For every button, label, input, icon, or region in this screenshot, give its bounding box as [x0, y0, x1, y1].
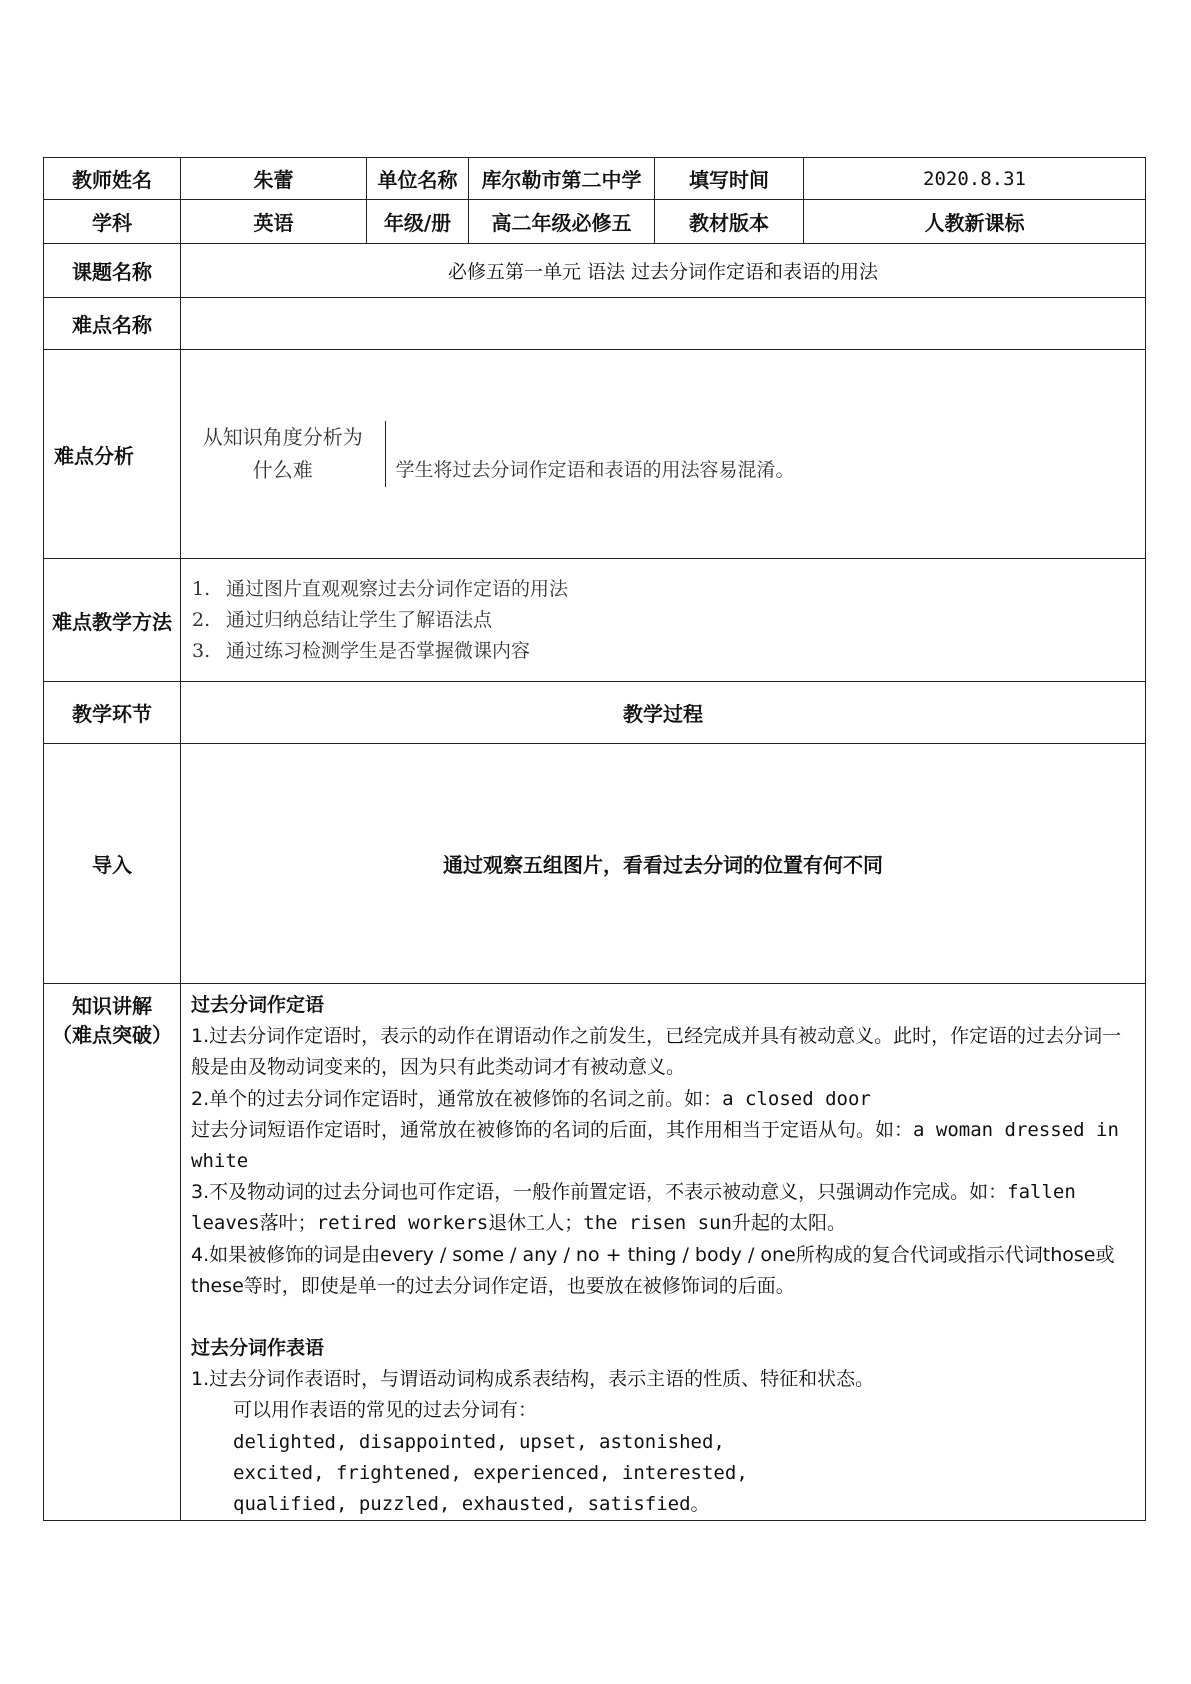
method-number: 1. — [192, 577, 211, 600]
date-label: 填写时间 — [655, 158, 804, 200]
example-woman-dressed: a woman dressed in white — [191, 1118, 1119, 1173]
row-subject — [44, 200, 1146, 244]
methods-list — [181, 574, 1145, 667]
process-label: 教学过程 — [181, 682, 1146, 744]
row-analysis — [44, 350, 1146, 559]
intro-label: 导入 — [44, 744, 181, 984]
topic-value: 必修五第一单元 语法 过去分词作定语和表语的用法 — [181, 244, 1146, 298]
unit-value: 库尔勒市第二中学 — [469, 158, 655, 200]
knowledge-body — [181, 984, 1146, 1521]
attributive-phrase-text: 过去分词短语作定语时，通常放在被修饰的名词的后面，其作用相当于定语从句。如： — [191, 1118, 914, 1141]
method-text: 通过归纳总结让学生了解语法点 — [226, 608, 493, 631]
list-item — [192, 636, 1145, 667]
attributive-point-4: 4.如果被修饰的词是由every / some / any / no + thing / body / one所构成的复合代词或指示代词those或these等时，即使是单一的过去分词作定语，也要放在被修饰词的后面。 — [191, 1243, 1115, 1297]
analysis-inner-table — [181, 421, 1145, 487]
lesson-plan-table — [43, 157, 1146, 1521]
example-retired-workers: retired workers — [316, 1212, 489, 1235]
row-knowledge — [44, 984, 1146, 1521]
attributive-point-3-text: 3.不及物动词的过去分词也可作定语，一般作前置定语，不表示被动意义，只强调动作完成。如： — [191, 1181, 1008, 1204]
attributive-point-1: 1.过去分词作定语时，表示的动作在谓语动作之前发生，已经完成并具有被动意义。此时，作定语的过去分词一般是由及物动词变来的，因为只有此类动词才有被动意义。 — [191, 1025, 1122, 1079]
attributive-point-2-text: 2.单个的过去分词作定语时，通常放在被修饰的名词之前。如： — [191, 1087, 723, 1110]
analysis-sub-label: 从知识角度分析为什么难 — [181, 421, 385, 487]
row-teacher — [44, 158, 1146, 200]
edition-label: 教材版本 — [655, 200, 804, 244]
attributive-point-2-phrase — [191, 1115, 1135, 1177]
edition-value: 人教新课标 — [804, 200, 1146, 244]
row-process-header — [44, 682, 1146, 744]
predicative-words-3: qualified, puzzled, exhausted, satisfied。 — [233, 1493, 710, 1516]
method-number: 3. — [192, 639, 211, 662]
gloss-risen-sun: 升起的太阳。 — [731, 1212, 846, 1235]
teacher-value: 朱蕾 — [181, 158, 367, 200]
list-item — [192, 605, 1145, 636]
difficulty-value — [181, 298, 1146, 350]
row-difficulty — [44, 298, 1146, 350]
list-item — [192, 574, 1145, 605]
example-risen-sun: the risen sun — [583, 1212, 732, 1235]
spacer — [191, 1302, 1135, 1333]
analysis-body — [181, 350, 1146, 559]
predicative-words-2: excited, frightened, experienced, interested, — [233, 1461, 748, 1484]
analysis-label: 难点分析 — [44, 350, 181, 559]
intro-value: 通过观察五组图片，看看过去分词的位置有何不同 — [181, 744, 1146, 984]
methods-body — [181, 559, 1146, 682]
knowledge-label-line2: （难点突破） — [52, 1023, 172, 1047]
subject-value: 英语 — [181, 200, 367, 244]
predicative-point-1: 1.过去分词作表语时，与谓语动词构成系表结构，表示主语的性质、特征和状态。 — [191, 1368, 875, 1391]
teacher-label: 教师姓名 — [44, 158, 181, 200]
grade-label: 年级/册 — [367, 200, 469, 244]
knowledge-label-line1: 知识讲解 — [72, 994, 152, 1018]
subject-label: 学科 — [44, 200, 181, 244]
analysis-value: 学生将过去分词作定语和表语的用法容易混淆。 — [395, 458, 795, 481]
example-closed-door: a closed door — [722, 1087, 871, 1110]
row-methods — [44, 559, 1146, 682]
method-text: 通过练习检测学生是否掌握微课内容 — [226, 639, 531, 662]
unit-label: 单位名称 — [367, 158, 469, 200]
method-number: 2. — [192, 608, 211, 631]
gloss-fallen-leaves: 落叶； — [259, 1212, 317, 1235]
method-text: 通过图片直观观察过去分词作定语的用法 — [226, 577, 569, 600]
topic-label: 课题名称 — [44, 244, 181, 298]
row-intro — [44, 744, 1146, 984]
predicative-words-1: delighted, disappointed, upset, astonished, — [233, 1430, 725, 1453]
attributive-point-3 — [191, 1177, 1135, 1239]
example-fallen-leaves: fallen leaves — [191, 1181, 1076, 1235]
attributive-point-2 — [191, 1084, 1135, 1115]
row-topic — [44, 244, 1146, 298]
predicative-title: 过去分词作表语 — [191, 1337, 325, 1360]
attributive-title: 过去分词作定语 — [191, 994, 325, 1016]
stage-label: 教学环节 — [44, 682, 181, 744]
methods-label: 难点教学方法 — [44, 559, 181, 682]
gloss-retired-workers: 退休工人； — [488, 1212, 584, 1235]
predicative-list-intro: 可以用作表语的常见的过去分词有： — [233, 1399, 538, 1422]
date-value: 2020.8.31 — [804, 158, 1146, 200]
grade-value: 高二年级必修五 — [469, 200, 655, 244]
difficulty-label: 难点名称 — [44, 298, 181, 350]
knowledge-label — [44, 984, 181, 1521]
